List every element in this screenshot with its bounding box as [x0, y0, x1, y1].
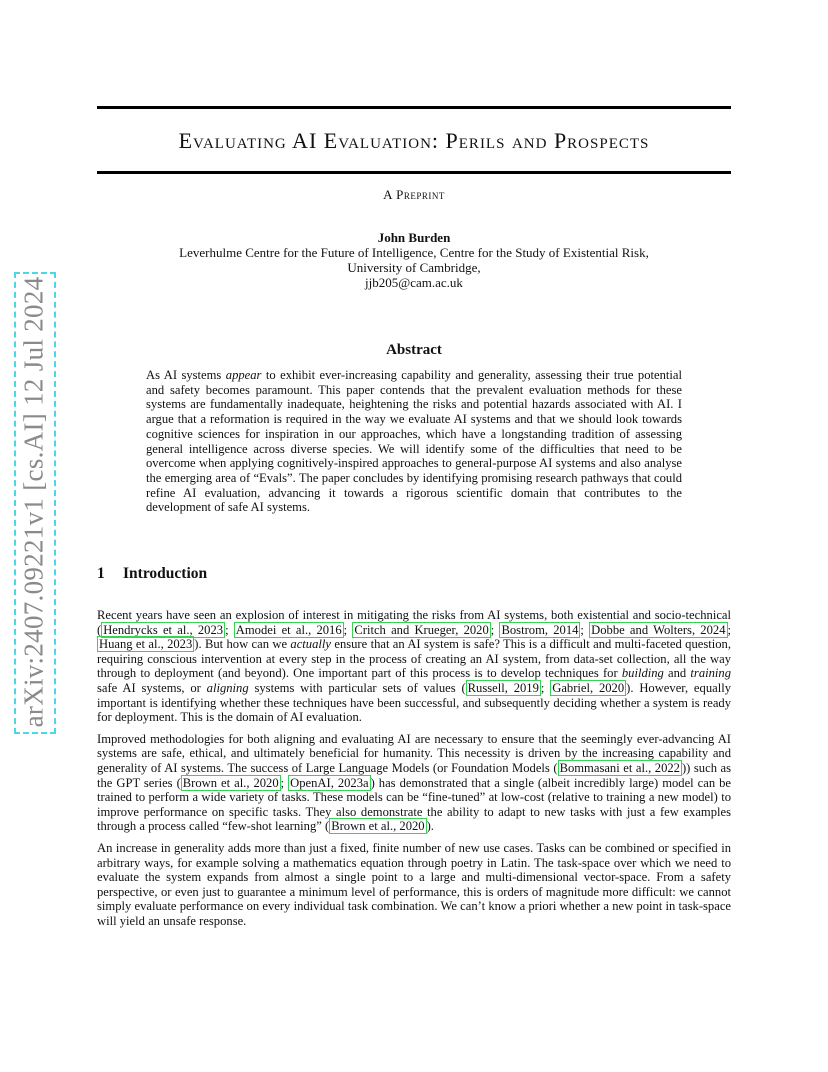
text-run: safe AI systems, or — [97, 680, 207, 695]
text-run: ; — [280, 775, 289, 790]
author-email: jjb205@cam.ac.uk — [365, 275, 463, 290]
author-name: John Burden — [377, 230, 451, 245]
paper-title: Evaluating AI Evaluation: Perils and Prospects — [178, 128, 650, 153]
emphasis: building — [621, 666, 664, 681]
citation-link[interactable]: Amodei et al., 2016 — [235, 622, 342, 637]
title-rule-top — [97, 106, 731, 109]
emphasis: training — [690, 666, 732, 681]
citation-link[interactable]: Brown et al., 2020 — [182, 775, 279, 790]
arxiv-identifier[interactable]: arXiv:2407.09221v1 [cs.AI] 12 Jul 2024 — [18, 276, 49, 728]
text-run: ) has demonstrated that a single (albeit incredibly large) model can be trained to perform a wide variety of tasks. These models can be “fine-tuned” at low-cost (relative to training a new model) to improve performance on specific tasks. They also demonstrate the ability to adapt to new tasks with just a few examples through a process called “few-shot learning” ( — [97, 775, 731, 834]
abstract-text-part: to exhibit ever-increasing capability and generality, assessing their true potential and safety becomes paramount. This paper contends that the prevalent evaluation methods for these systems are fundamentally inadequate, heightening the risks and potential hazards associated with AI. I argue that a reformation is required in the way we evaluate AI systems and that we should look towards cognitive sciences for inspiration in our approaches, which have a longstanding tradition of assessing general intelligence across diverse species. We will identify some of the difficulties that need to be overcome when applying cognitively-inspired approaches to general-purpose AI systems and also analyse the emerging area of “Evals”. The paper concludes by identifying promising research pathways that could refine AI evaluation, advancing it towards a rigorous scientific domain that contributes to the development of safe AI systems. — [146, 368, 682, 515]
author-block — [97, 230, 731, 290]
text-run: ; — [540, 680, 551, 695]
text-run: and — [663, 666, 691, 681]
body-text — [97, 608, 731, 935]
text-run: ; — [727, 622, 731, 637]
author-university: University of Cambridge, — [347, 260, 481, 275]
text-run: Recent years have seen an explosion of interest in mitigating the risks from AI systems, both existential and socio-technical ( — [97, 608, 731, 637]
text-run: ). — [426, 819, 434, 834]
text-run: ; — [343, 622, 353, 637]
citation-link[interactable]: Huang et al., 2023 — [99, 637, 193, 652]
abstract-text — [146, 368, 682, 515]
paragraph-3: An increase in generality adds more than just a fixed, finite number of new use cases. Tasks can be combined or specified in arbitrary ways, for example solving a mathematics equation through poetry in Latin. The task-space over which we need to evaluate the system expands from almost a single point to a large and multi-dimensional vector-space. From a safety perspective, or even just to guarantee a minimum level of performance, this is orders of magnitude more difficult: we cannot simply evaluate performance on every individual task combination. We can’t know a priori whether a new point in task-space will yield an unsafe response. — [97, 840, 731, 928]
section-number: 1 — [97, 565, 105, 582]
abstract-emphasis: appear — [225, 368, 262, 382]
text-run: systems with particular sets of values ( — [248, 680, 466, 695]
text-run: Improved methodologies for both aligning and evaluating AI are necessary to ensure that the seemingly ever-advancing AI systems are safe, ethical, and ultimately beneficial for humanity. This necessity is driven by the increasing capability and generality of AI systems. The success of Large Language Models (or Foundation Models ( — [97, 731, 731, 775]
citation-link[interactable]: Russell, 2019 — [467, 680, 539, 695]
citation-link[interactable]: Dobbe and Wolters, 2024 — [591, 622, 726, 637]
section-heading — [97, 565, 207, 583]
citation-link[interactable]: Critch and Krueger, 2020 — [354, 622, 489, 637]
citation-link[interactable]: Gabriel, 2020 — [552, 680, 625, 695]
emphasis: aligning — [206, 680, 249, 695]
text-run: ; — [225, 622, 234, 637]
text-run: )) such as the GPT series ( — [97, 760, 732, 790]
citation-link[interactable]: Hendrycks et al., 2023 — [103, 622, 224, 637]
text-run: ). But how can we — [194, 637, 291, 652]
citation-link[interactable]: Bostrom, 2014 — [501, 622, 579, 637]
text-run: ensure that an AI system is safe? This is a difficult and multi-faceted question, requiring conscious intervention at every step in the process of creating an AI system, from data-set collection, all the way through to deployment (and beyond). One important part of this process is to develop techniques for — [97, 637, 731, 681]
preprint-label: A Preprint — [383, 187, 445, 202]
author-affiliation: Leverhulme Centre for the Future of Intelligence, Centre for the Study of Existential Risk, — [179, 245, 649, 260]
section-title: Introduction — [123, 565, 208, 582]
paragraph-2 — [97, 732, 731, 834]
abstract-text-part: As AI systems — [146, 368, 226, 382]
citation-link[interactable]: Brown et al., 2020 — [331, 819, 425, 834]
text-run: ; — [580, 622, 590, 637]
citation-link[interactable]: Bommasani et al., 2022 — [559, 760, 680, 775]
paragraph-1 — [97, 608, 731, 725]
abstract-heading: Abstract — [386, 342, 442, 358]
text-run: ; — [490, 622, 500, 637]
emphasis: actually — [290, 637, 331, 652]
title-rule-bottom — [97, 171, 731, 174]
text-run: ). However, equally important is identifying whether these techniques have been successful, and subsequently deciding whether a system is ready for deployment. This is the domain of AI evaluation. — [97, 680, 732, 725]
citation-link[interactable]: OpenAI, 2023a — [290, 775, 369, 790]
